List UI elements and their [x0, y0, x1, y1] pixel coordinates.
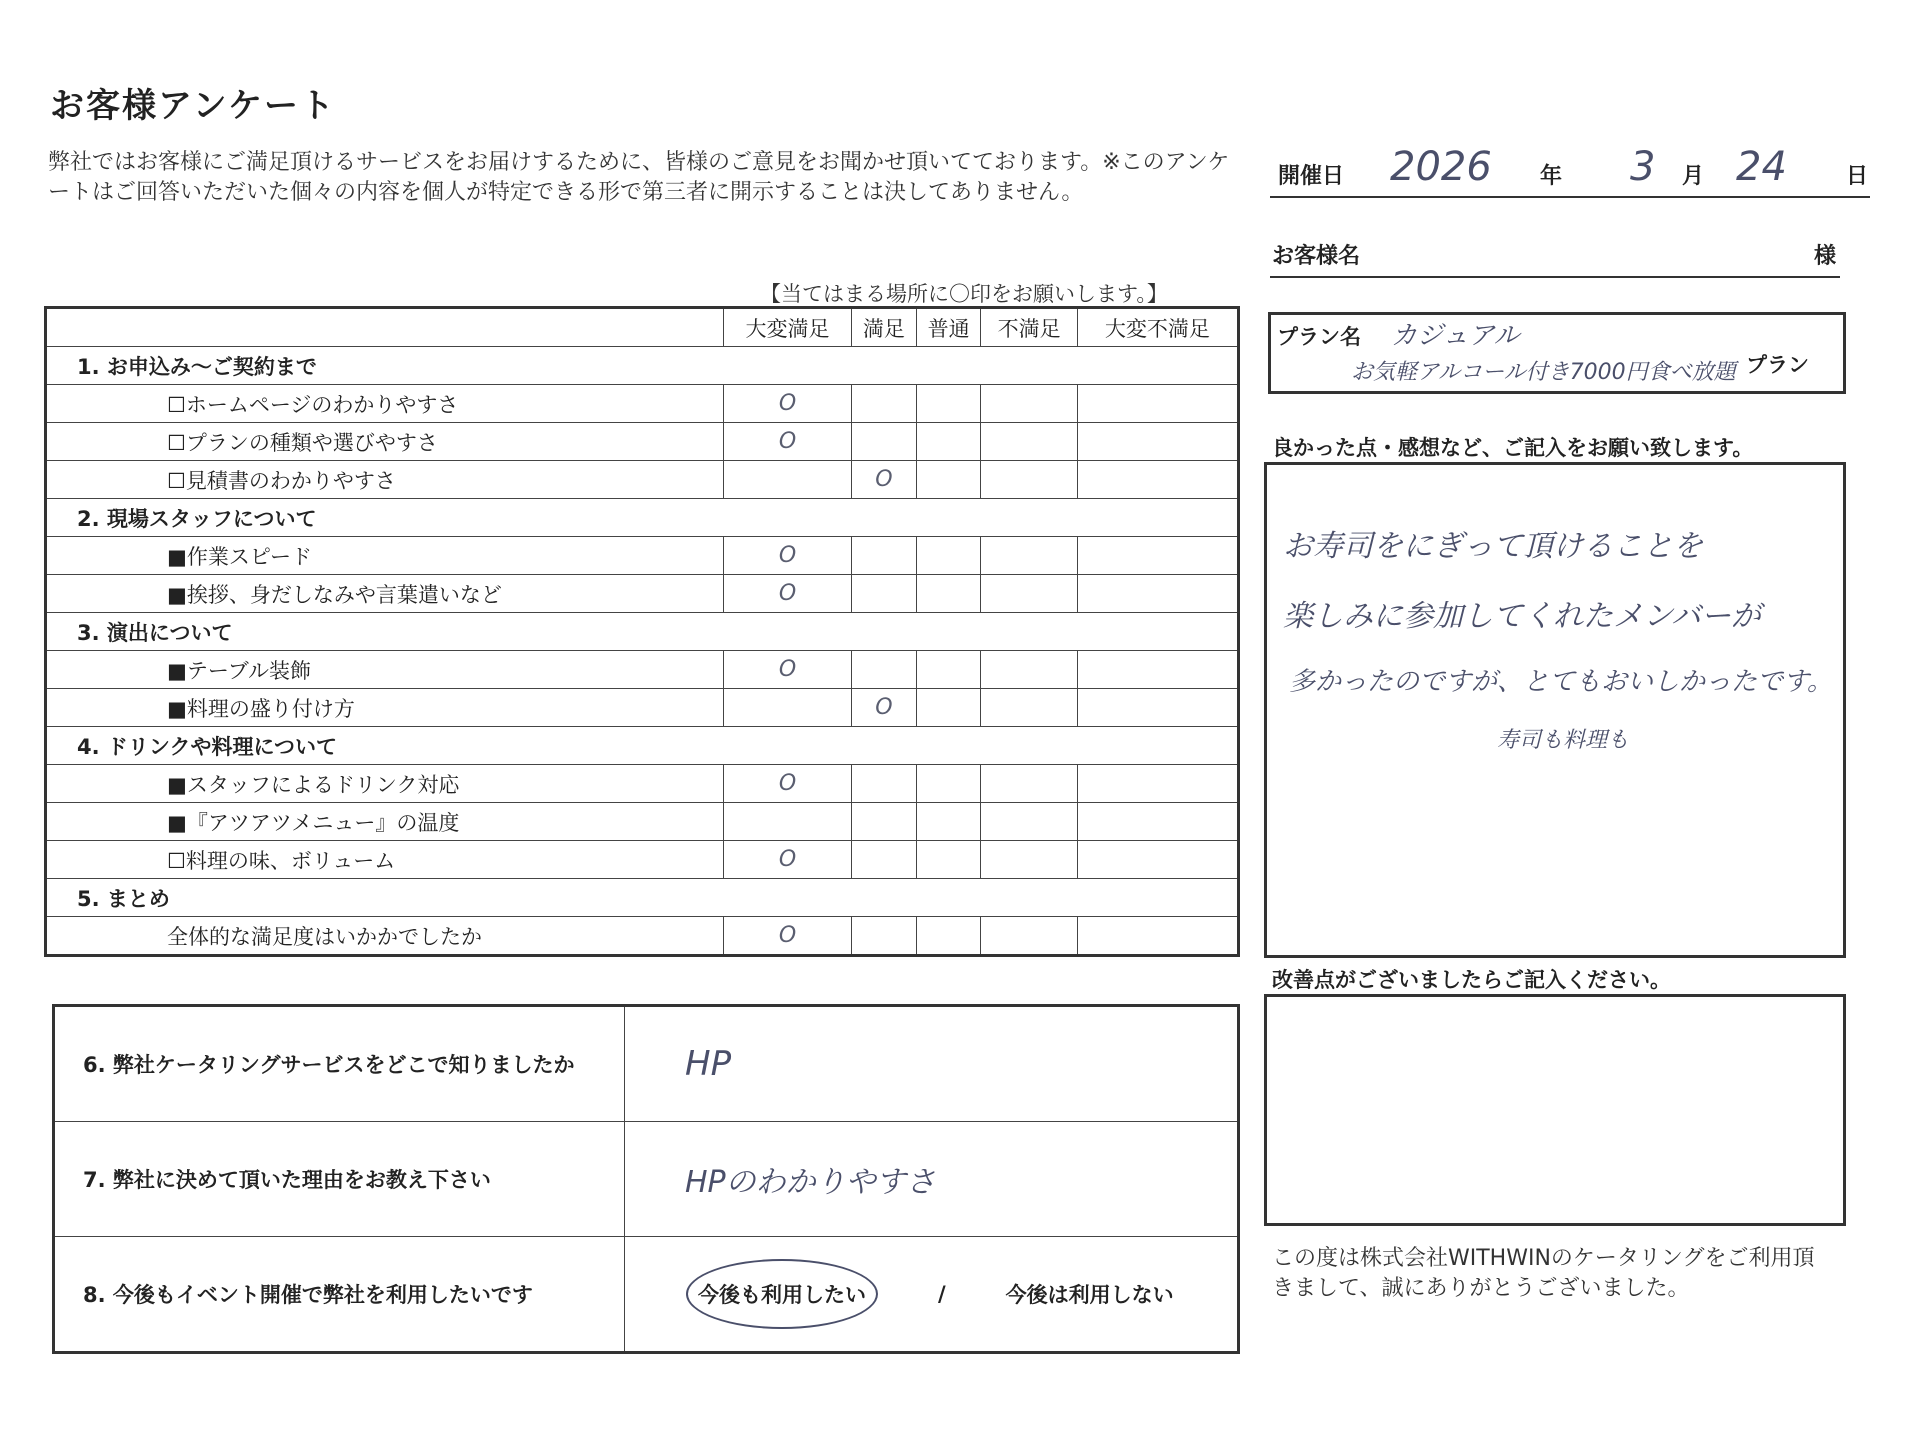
- rating-cell[interactable]: [1077, 575, 1238, 613]
- section-title: 5. まとめ: [46, 879, 1239, 917]
- col-dissatisfied: 不満足: [981, 308, 1077, 347]
- rating-cell[interactable]: O: [724, 575, 852, 613]
- section-row: [46, 347, 1239, 385]
- item-row: [46, 917, 1239, 956]
- rating-cell[interactable]: [851, 385, 916, 423]
- option-will-use[interactable]: 今後も利用したい: [686, 1259, 878, 1329]
- rating-cell[interactable]: [1077, 537, 1238, 575]
- comment-insert: 寿司も料理も: [1497, 728, 1630, 753]
- rating-cell[interactable]: [981, 689, 1077, 727]
- rating-cell[interactable]: [981, 765, 1077, 803]
- improvement-box[interactable]: [1264, 994, 1846, 1226]
- day-unit: 日: [1846, 164, 1869, 189]
- comment-line-1: お寿司をにぎって頂けることを: [1283, 529, 1703, 564]
- item-row: [46, 841, 1239, 879]
- item-label: ■テーブル装飾: [46, 651, 724, 689]
- rating-cell[interactable]: [916, 385, 981, 423]
- q6-answer[interactable]: HP: [625, 1006, 1239, 1122]
- satisfaction-table: [44, 306, 1240, 957]
- item-row: [46, 461, 1239, 499]
- section-row: [46, 613, 1239, 651]
- option-will-not-use[interactable]: 今後は利用しない: [1005, 1283, 1174, 1307]
- rating-cell[interactable]: [916, 803, 981, 841]
- rating-cell[interactable]: [851, 841, 916, 879]
- rating-cell[interactable]: [981, 537, 1077, 575]
- rating-cell[interactable]: O: [724, 841, 852, 879]
- rating-cell[interactable]: [851, 803, 916, 841]
- rating-cell[interactable]: [1077, 765, 1238, 803]
- rating-cell[interactable]: [981, 651, 1077, 689]
- item-label: ☐見積書のわかりやすさ: [46, 461, 724, 499]
- item-label: ■料理の盛り付け方: [46, 689, 724, 727]
- plan-box: [1268, 312, 1846, 394]
- rating-cell[interactable]: [916, 917, 981, 956]
- thanks-text: この度は株式会社WITHWINのケータリングをご利用頂きまして、誠にありがとうございました。: [1272, 1246, 1815, 1301]
- rating-cell[interactable]: O: [724, 423, 852, 461]
- col-neutral: 普通: [916, 308, 981, 347]
- rating-cell[interactable]: O: [724, 385, 852, 423]
- section-title: 1. お申込み～ご契約まで: [46, 347, 1239, 385]
- customer-name-row[interactable]: [1270, 236, 1840, 278]
- section-row: [46, 727, 1239, 765]
- q8-row: [54, 1237, 1239, 1353]
- q7-row: [54, 1122, 1239, 1237]
- item-label: ■『アツアツメニュー』の温度: [46, 803, 724, 841]
- col-very-satisfied: 大変満足: [724, 308, 852, 347]
- item-row: [46, 651, 1239, 689]
- plan-suffix: プラン: [1746, 353, 1809, 377]
- rating-cell[interactable]: [1077, 385, 1238, 423]
- q8-label: 8. 今後もイベント開催で弊社を利用したいです: [54, 1237, 625, 1353]
- instruction-text: 【当てはまる場所に〇印をお願いします。】: [760, 282, 1168, 306]
- rating-cell[interactable]: [724, 461, 852, 499]
- rating-cell[interactable]: [981, 917, 1077, 956]
- section-title: 3. 演出について: [46, 613, 1239, 651]
- section-title: 4. ドリンクや料理について: [46, 727, 1239, 765]
- rating-cell[interactable]: [916, 689, 981, 727]
- item-row: [46, 575, 1239, 613]
- rating-cell[interactable]: [916, 537, 981, 575]
- rating-cell[interactable]: [851, 575, 916, 613]
- q7-answer[interactable]: HPのわかりやすさ: [625, 1122, 1239, 1237]
- q8-answer: [625, 1237, 1239, 1353]
- rating-cell[interactable]: [981, 803, 1077, 841]
- rating-cell[interactable]: [1077, 689, 1238, 727]
- item-row: [46, 423, 1239, 461]
- rating-cell[interactable]: [916, 423, 981, 461]
- rating-cell[interactable]: [851, 651, 916, 689]
- item-label: 全体的な満足度はいかかでしたか: [46, 917, 724, 956]
- rating-cell[interactable]: [1077, 461, 1238, 499]
- item-label: ☐プランの種類や選びやすさ: [46, 423, 724, 461]
- questions-table: [52, 1004, 1240, 1354]
- item-row: [46, 537, 1239, 575]
- rating-cell[interactable]: [916, 765, 981, 803]
- plan-line2[interactable]: お気軽アルコール付き7000円食べ放題: [1351, 360, 1736, 385]
- item-row: [46, 765, 1239, 803]
- item-row: [46, 689, 1239, 727]
- plan-label: プラン名: [1277, 325, 1361, 349]
- rating-cell[interactable]: [851, 917, 916, 956]
- rating-cell[interactable]: [1077, 651, 1238, 689]
- rating-cell[interactable]: O: [724, 917, 852, 956]
- item-row: [46, 803, 1239, 841]
- date-year[interactable]: 2026: [1390, 144, 1492, 190]
- comment-line-3: 多かったのですが、とてもおいしかったです。: [1289, 667, 1833, 697]
- rating-cell[interactable]: O: [851, 689, 916, 727]
- date-label: 開催日: [1278, 164, 1345, 189]
- event-date-row: [1270, 144, 1870, 198]
- rating-cell[interactable]: O: [724, 651, 852, 689]
- date-day[interactable]: 24: [1736, 144, 1787, 190]
- good-points-label: 良かった点・感想など、ご記入をお願い致します。: [1272, 436, 1754, 460]
- q7-label: 7. 弊社に決めて頂いた理由をお教え下さい: [54, 1122, 625, 1237]
- customer-label: お客様名: [1272, 244, 1361, 269]
- rating-cell[interactable]: [851, 423, 916, 461]
- month-unit: 月: [1682, 164, 1705, 189]
- rating-cell[interactable]: O: [724, 537, 852, 575]
- rating-cell[interactable]: [916, 841, 981, 879]
- q6-label: 6. 弊社ケータリングサービスをどこで知りましたか: [54, 1006, 625, 1122]
- option-separator: /: [938, 1282, 946, 1306]
- q6-row: [54, 1006, 1239, 1122]
- rating-cell[interactable]: [981, 841, 1077, 879]
- item-row: [46, 385, 1239, 423]
- good-points-box[interactable]: [1264, 462, 1846, 958]
- page-title: お客様アンケート: [50, 86, 336, 126]
- customer-suffix: 様: [1813, 244, 1836, 269]
- item-label: ■作業スピード: [46, 537, 724, 575]
- rating-cell[interactable]: [916, 575, 981, 613]
- col-satisfied: 満足: [851, 308, 916, 347]
- date-month[interactable]: 3: [1630, 144, 1656, 190]
- rating-cell[interactable]: [851, 765, 916, 803]
- intro-text: 弊社ではお客様にご満足頂けるサービスをお届けするために、皆様のご意見をお聞かせ頂いてております。※このアンケートはご回答いただいた個々の内容を個人が特定できる形で第三者に開示することは決してありません。: [48, 150, 1230, 205]
- col-very-dissatisfied: 大変不満足: [1077, 308, 1238, 347]
- item-label: ■スタッフによるドリンク対応: [46, 765, 724, 803]
- survey-body: [46, 347, 1239, 956]
- rating-cell[interactable]: [1077, 841, 1238, 879]
- item-label: ■挨拶、身だしなみや言葉遣いなど: [46, 575, 724, 613]
- rating-cell[interactable]: O: [851, 461, 916, 499]
- header-blank: [46, 308, 724, 347]
- plan-line1[interactable]: カジュアル: [1391, 321, 1520, 351]
- rating-cell[interactable]: [724, 689, 852, 727]
- rating-cell[interactable]: [724, 803, 852, 841]
- section-row: [46, 879, 1239, 917]
- comment-line-2: 楽しみに参加してくれたメンバーが: [1283, 599, 1761, 634]
- column-header-row: [46, 308, 1239, 347]
- rating-cell[interactable]: [1077, 917, 1238, 956]
- rating-cell[interactable]: [851, 537, 916, 575]
- improvement-label: 改善点がございましたらご記入ください。: [1272, 968, 1671, 992]
- item-label: ☐料理の味、ボリューム: [46, 841, 724, 879]
- section-row: [46, 499, 1239, 537]
- year-unit: 年: [1540, 164, 1563, 189]
- rating-cell[interactable]: [981, 423, 1077, 461]
- rating-cell[interactable]: O: [724, 765, 852, 803]
- rating-cell[interactable]: [1077, 803, 1238, 841]
- section-title: 2. 現場スタッフについて: [46, 499, 1239, 537]
- rating-cell[interactable]: [916, 461, 981, 499]
- rating-cell[interactable]: [916, 651, 981, 689]
- rating-cell[interactable]: [981, 461, 1077, 499]
- rating-cell[interactable]: [1077, 423, 1238, 461]
- rating-cell[interactable]: [981, 575, 1077, 613]
- item-label: ☐ホームページのわかりやすさ: [46, 385, 724, 423]
- rating-cell[interactable]: [981, 385, 1077, 423]
